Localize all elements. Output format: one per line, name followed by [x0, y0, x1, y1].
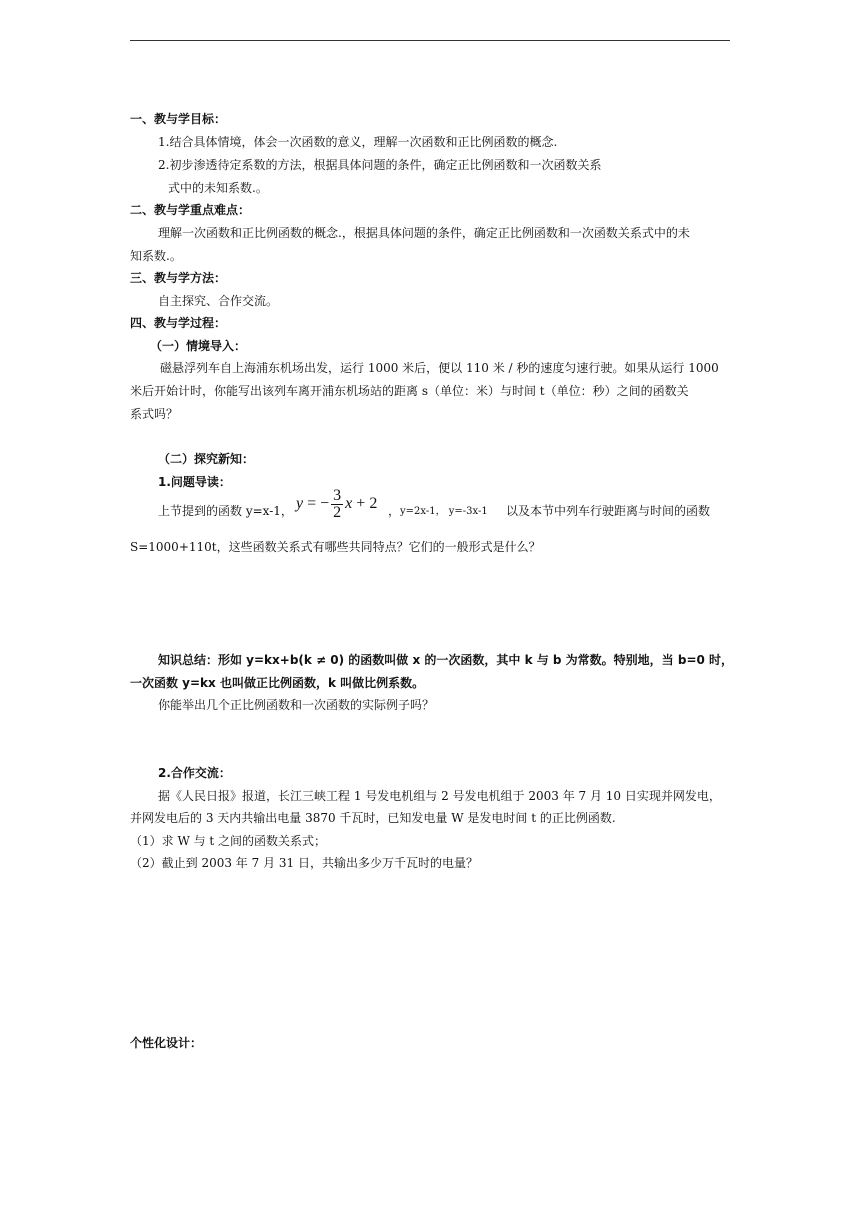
goal-item-1: 1.结合具体情境，体会一次函数的意义，理解一次函数和正比例函数的概念.	[158, 135, 558, 149]
problem-reading-title: 1.问题导读：	[158, 475, 231, 489]
part-1-title: （一）情境导入：	[150, 339, 247, 353]
problem-line-1-suffix: 以及本节中列车行驶距离与时间的函数	[506, 504, 711, 518]
scenario-line-1: 磁悬浮列车自上海浦东机场出发，运行 1000 米后，便以 110 米 / 秒的速度匀速行驶。如果从运行 1000	[160, 361, 719, 375]
problem-line-2: S=1000+110t，这些函数关系式有哪些共同特点？它们的一般形式是什么？	[130, 540, 541, 554]
part-2-title: （二）探究新知：	[158, 452, 255, 466]
section-4-title: 四、教与学过程：	[130, 316, 227, 330]
formula-fraction	[331, 488, 343, 521]
section-2-title: 二、教与学重点难点：	[130, 203, 251, 217]
formula-denominator: 2	[333, 504, 342, 521]
formula-plus: +	[356, 495, 366, 513]
question-1: （1）求 W 与 t 之间的函数关系式；	[130, 834, 327, 848]
summary-line-2: 一次函数 y=kx 也叫做正比例函数，k 叫做比例系数。	[130, 676, 425, 690]
formula-minus: −	[320, 495, 330, 513]
problem-line-1-comma: ，	[388, 504, 401, 518]
formula-numerator: 3	[333, 487, 342, 504]
linear-function-formula	[296, 488, 377, 528]
goal-item-2: 2.初步渗透待定系数的方法，根据具体问题的条件，确定正比例函数和一次函数关系	[158, 158, 602, 172]
personalized-design-title: 个性化设计：	[130, 1036, 203, 1050]
formula-constant: 2	[369, 495, 378, 513]
method-text: 自主探究、合作交流。	[158, 294, 279, 308]
formula-equals: =	[307, 495, 317, 513]
goal-item-2-cont: 式中的未知系数.。	[168, 181, 268, 195]
scenario-line-2: 米后开始计时，你能写出该列车离开浦东机场站的距离 s（单位：米）与时间 t（单位：秒）之间的函数关	[130, 384, 689, 398]
problem-line-1-prefix: 上节提到的函数 y=x-1，	[158, 504, 293, 518]
key-points-line-2: 知系数.。	[130, 249, 182, 263]
formula-x: x	[345, 495, 353, 513]
cooperation-title: 2.合作交流：	[158, 766, 231, 780]
problem-line-1-functions: y=2x-1， y=-3x-1	[400, 506, 488, 517]
header-rule	[130, 40, 730, 41]
question-2: （2）截止到 2003 年 7 月 31 日，共输出多少万千瓦时的电量？	[130, 856, 478, 870]
cooperation-line-2: 并网发电后的 3 天内共输出电量 3870 千瓦时，已知发电量 W 是发电时间 t 的正比例函数.	[130, 811, 616, 825]
section-3-title: 三、教与学方法：	[130, 271, 227, 285]
summary-line-1: 知识总结：形如 y=kx+b(k ≠ 0) 的函数叫做 x 的一次函数，其中 k 与 b 为常数。特别地，当 b=0 时，	[158, 653, 734, 667]
section-1-title: 一、教与学目标：	[130, 112, 227, 126]
scenario-line-3: 系式吗？	[130, 407, 179, 421]
key-points-line-1: 理解一次函数和正比例函数的概念.，根据具体问题的条件，确定正比例函数和一次函数关系式中的未	[158, 226, 690, 240]
summary-question: 你能举出几个正比例函数和一次函数的实际例子吗？	[158, 698, 435, 712]
formula-y: y	[296, 495, 304, 513]
cooperation-line-1: 据《人民日报》报道，长江三峡工程 1 号发电机组与 2 号发电机组于 2003 年 7 月 10 日实现并网发电，	[158, 789, 721, 803]
